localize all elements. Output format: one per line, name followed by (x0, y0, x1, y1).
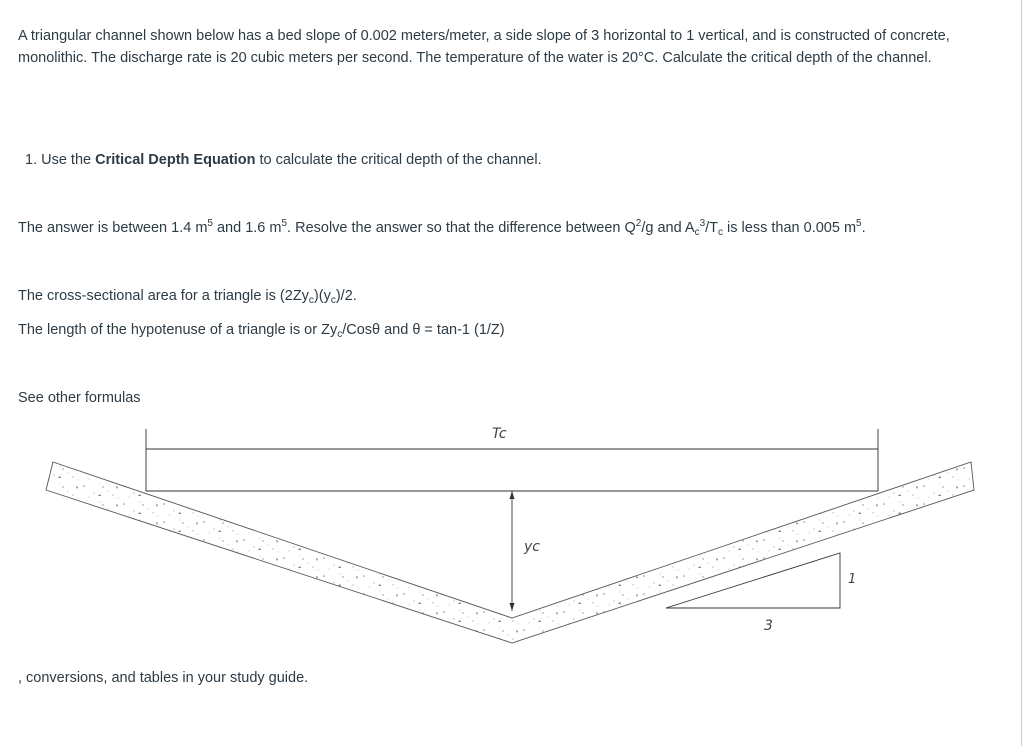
hint-text: is less than 0.005 m (723, 220, 857, 236)
hint-text: The answer is between 1.4 m (18, 220, 208, 236)
slope-vertical-label: 1 (848, 572, 857, 587)
question-suffix: to calculate the critical depth of the channel. (255, 152, 542, 168)
top-width-label: Tc (492, 426, 507, 442)
hint-text: /g and A (641, 220, 695, 236)
depth-label: yc (524, 539, 540, 555)
depth-arrow-top (510, 491, 515, 499)
area-formula (18, 285, 357, 307)
hint-subscript: c (718, 227, 724, 238)
area-subscript: c (330, 295, 336, 306)
channel-lining (46, 462, 974, 643)
hypotenuse-text: /Cosθ and θ = tan-1 (1/Z) (342, 322, 505, 338)
study-guide-label: , conversions, and tables in your study guide. (18, 670, 309, 686)
hint-text: /T (705, 220, 719, 236)
area-text: )(y (313, 288, 331, 304)
study-guide-text (18, 667, 308, 689)
channel-diagram (0, 410, 1024, 660)
hypotenuse-subscript: c (337, 329, 343, 340)
hint-subscript: c (694, 227, 700, 238)
answer-hint (18, 217, 866, 239)
hint-text: . (861, 220, 866, 236)
hint-exponent: 5 (856, 218, 862, 229)
hypotenuse-formula (18, 319, 505, 341)
question-bold-term: Critical Depth Equation (95, 152, 256, 168)
question-1 (25, 149, 542, 171)
problem-statement (18, 25, 998, 69)
other-formulas-label: See other formulas (18, 390, 141, 406)
hint-exponent: 5 (207, 218, 213, 229)
area-text: The cross-sectional area for a triangle is (2Zy (18, 288, 309, 304)
area-text: )/2. (335, 288, 357, 304)
hint-text: and 1.6 m (212, 220, 282, 236)
area-subscript: c (308, 295, 314, 306)
hypotenuse-text: The length of the hypotenuse of a triangle is or Zy (18, 322, 338, 338)
hint-exponent: 3 (699, 218, 706, 229)
other-formulas-text (18, 387, 141, 409)
question-prefix: 1. Use the (25, 152, 96, 168)
hint-text: . Resolve the answer so that the difference between Q (287, 220, 636, 236)
hint-exponent: 5 (281, 218, 288, 229)
depth-arrow-bottom (510, 603, 515, 611)
hint-exponent: 2 (635, 218, 642, 229)
problem-text: A triangular channel shown below has a bed slope of 0.002 meters/meter, a side slope of 3 horizontal to 1 vertical, and is constructed of concrete, monolithic. The discharge rate is 20 cubic meters per second. The temperature of the water is 20°C. Calculate the critical depth of the channel. (18, 28, 950, 66)
slope-horizontal-label: 3 (764, 618, 773, 634)
